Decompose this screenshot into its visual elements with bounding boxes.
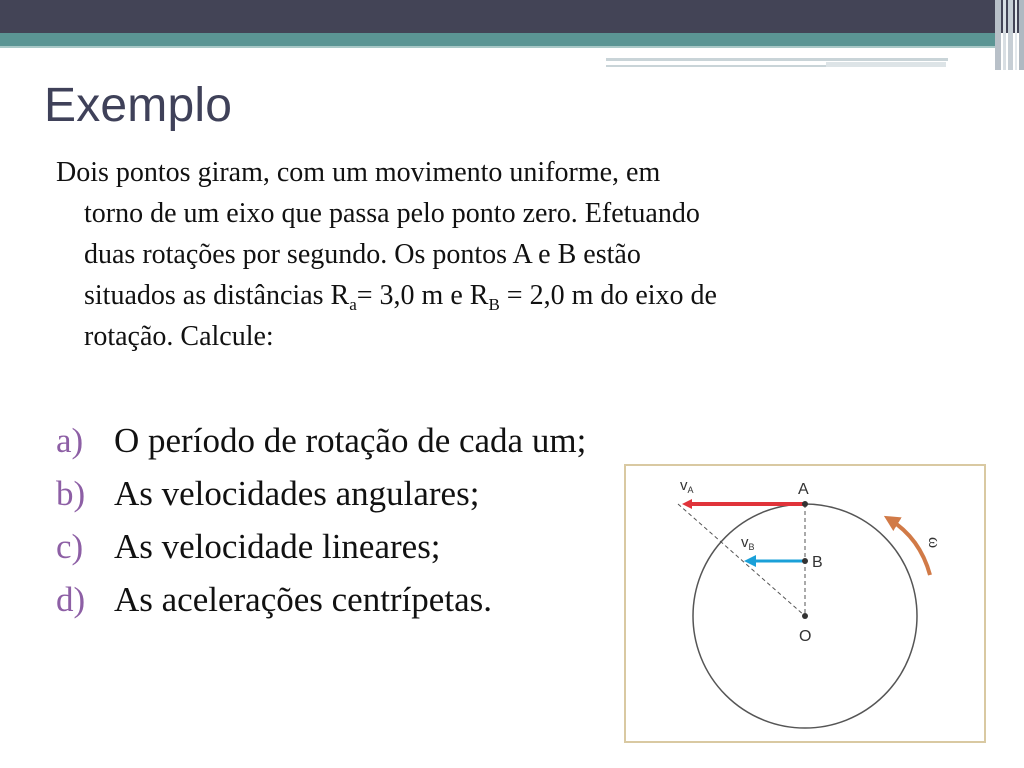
slide-title: Exemplo — [44, 79, 233, 132]
question-list — [56, 414, 586, 626]
problem-line: torno de um eixo que passa pelo ponto zero. Efetuando — [84, 198, 700, 229]
list-marker: a) — [56, 421, 84, 460]
subscript-a: a — [349, 295, 357, 314]
text-fragment: = 2,0 m do eixo de — [499, 280, 717, 311]
rotation-diagram — [624, 464, 986, 743]
list-item-text: As velocidade lineares; — [114, 527, 441, 566]
list-item-text: As acelerações centrípetas. — [114, 580, 492, 619]
problem-line: Dois pontos giram, com um movimento uniforme, em — [56, 157, 661, 188]
problem-line — [56, 275, 956, 316]
label-point-a: A — [798, 481, 809, 498]
decor-vertical-bars — [995, 0, 1024, 70]
label-point-o: O — [799, 628, 812, 645]
list-item-text: As velocidades angulares; — [114, 474, 480, 513]
header-accent-band — [0, 33, 1000, 46]
problem-statement — [56, 152, 956, 357]
label-va: $v_A$ — [680, 477, 694, 495]
decor-line — [606, 58, 948, 61]
header-accent-line — [0, 46, 1000, 48]
problem-line: duas rotações por segundo. Os pontos A e B estão — [84, 239, 641, 270]
decor-line — [606, 65, 826, 67]
list-item — [56, 520, 586, 573]
label-vb: $v_B$ — [741, 534, 755, 552]
header-bar — [0, 0, 1024, 33]
text-fragment: situados as distâncias R — [84, 280, 350, 311]
list-item-text: O período de rotação de cada um; — [114, 421, 587, 460]
subscript-b: B — [488, 295, 500, 314]
list-item — [56, 414, 586, 467]
decor-line — [826, 62, 946, 67]
list-item — [56, 573, 586, 626]
list-item — [56, 467, 586, 520]
point-o-dot — [802, 613, 808, 619]
problem-line: rotação. Calcule: — [84, 321, 274, 352]
label-omega: ω — [925, 537, 944, 549]
list-marker: d) — [56, 580, 86, 619]
point-b-dot — [802, 558, 808, 564]
text-fragment: = 3,0 m e R — [356, 280, 489, 311]
list-marker: c) — [56, 527, 84, 566]
point-a-dot — [802, 501, 808, 507]
list-marker: b) — [56, 474, 86, 513]
label-point-b: B — [812, 554, 823, 571]
